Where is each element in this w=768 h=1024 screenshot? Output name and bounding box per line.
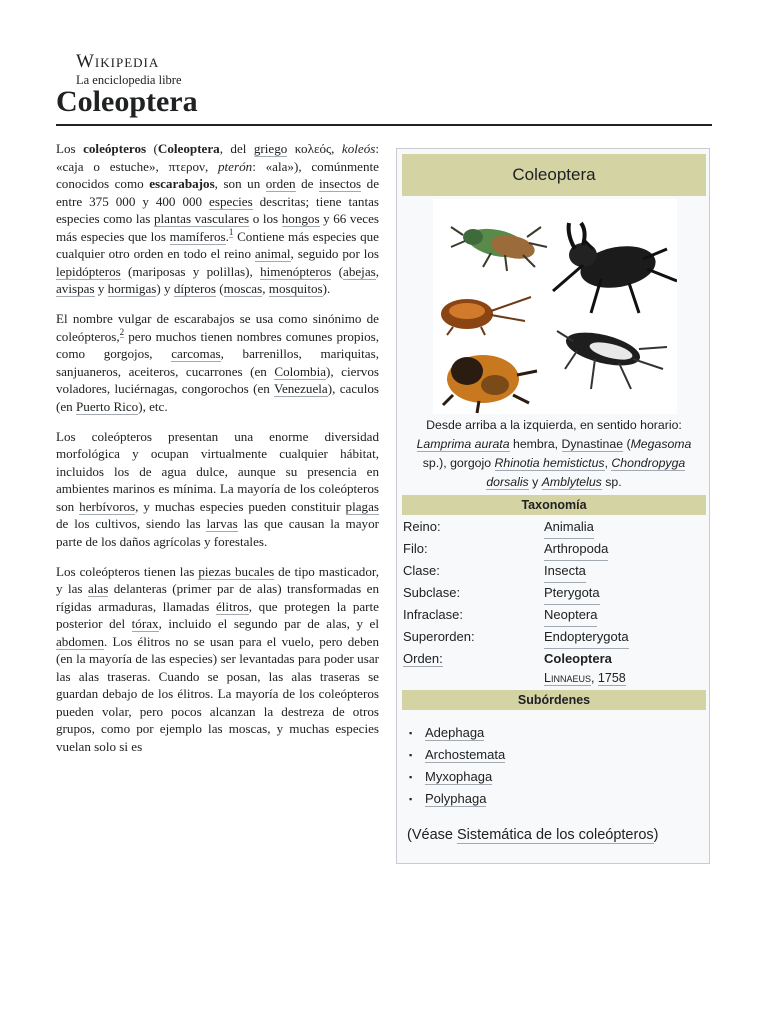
text-run: o los xyxy=(249,211,282,226)
text-run: de tipo masticador, y las xyxy=(56,563,379,596)
paragraph-common-names xyxy=(56,310,379,415)
text-run: sp.), gorgojo xyxy=(422,456,495,470)
text-run: : «ala»), comúnmente conocidos como xyxy=(56,158,379,191)
article-link[interactable]: mosquitos xyxy=(268,281,323,296)
text-run: ( xyxy=(623,437,631,451)
taxonomy-row xyxy=(403,560,703,582)
article-link[interactable]: avispas xyxy=(56,281,95,296)
article-link[interactable]: carcomas xyxy=(171,346,221,361)
taxonomy-name[interactable]: Insecta xyxy=(544,560,586,583)
text-run: descritas; tiene tantas especies como las xyxy=(56,193,379,226)
italic-term: Megasoma xyxy=(630,437,692,451)
article-link[interactable]: herbívoros xyxy=(79,498,136,514)
text-run: las que causan la mayor parte de los daños agrícolas y forestales. xyxy=(56,516,379,549)
article-link[interactable]: moscas xyxy=(223,281,263,296)
taxonomy-row xyxy=(403,648,703,670)
beetle-photo xyxy=(433,199,677,414)
paragraph-diversity xyxy=(56,428,379,551)
title-divider xyxy=(56,124,712,126)
text-run: y xyxy=(94,281,108,296)
text-run: κολεός, xyxy=(287,141,342,156)
suborder-link[interactable]: Polyphaga xyxy=(425,791,487,806)
article-link[interactable]: Amblytelus xyxy=(541,475,602,489)
article-link[interactable]: abdomen xyxy=(56,633,104,649)
text-run: ( xyxy=(331,263,344,279)
text-run: , del xyxy=(219,141,254,156)
article-link[interactable]: especies xyxy=(209,193,253,209)
text-run: , que protegen la parte posterior del xyxy=(56,598,379,631)
article-link[interactable]: hongos xyxy=(281,211,320,226)
italic-term: pterón xyxy=(218,158,253,174)
article-link[interactable]: griego xyxy=(253,141,288,156)
article-link[interactable]: hormigas xyxy=(107,281,157,296)
text-run: El nombre vulgar de escarabajos se usa como sinónimo de coleópteros, xyxy=(56,311,379,344)
beetle-weevil-icon xyxy=(441,297,531,335)
suborder-link[interactable]: Archostemata xyxy=(425,747,506,762)
bold-term: coleópteros xyxy=(83,141,147,156)
text-run: (mariposas y polillas), xyxy=(120,263,261,279)
see-also-link[interactable]: Sistemática de los coleópteros xyxy=(456,827,654,843)
text-run: ) y xyxy=(156,281,174,296)
article-link[interactable]: tórax xyxy=(131,616,159,631)
text-run: pero muchos tienen nombres comunes propios, como gorgojos, xyxy=(56,328,379,361)
taxonomy-name[interactable]: Endopterygota xyxy=(544,626,629,649)
article-link[interactable]: Dynastinae xyxy=(561,437,624,451)
taxonomy-rank: Reino: xyxy=(403,519,441,534)
reference-link[interactable]: 2 xyxy=(119,327,125,338)
taxonomy-name: Coleoptera xyxy=(544,651,612,666)
taxonomy-row xyxy=(403,582,703,604)
text-run: ), etc. xyxy=(138,398,168,414)
text-run: . Los élitros no se usan para el vuelo, pero deben (en la mayoría de las especies) ser levantadas para poder usar las alas traseras. Cuando se posan, las alas traseras se guardan debajo de los élitros. La mayoría de los coleópteros pueden volar, pero pocos alcanzan la destreza de otros grupos, como por ejemplo las moscas, y muchas especies vuelan solo si es xyxy=(56,633,379,754)
text-run: : «caja o estuche», πτερον, xyxy=(56,141,379,174)
see-also xyxy=(407,825,658,845)
article-link[interactable]: plagas xyxy=(345,498,379,514)
bold-term: Coleoptera xyxy=(157,141,220,156)
article-link[interactable]: Venezuela xyxy=(273,381,328,396)
logo-wordmark: Wikipedia xyxy=(76,51,160,72)
suborder-item[interactable] xyxy=(407,788,505,810)
taxonomy-row xyxy=(403,538,703,560)
authority-year[interactable]: 1758 xyxy=(597,671,626,685)
text-run: ), ciervos voladores, luciérnagas, congorochos (en xyxy=(56,363,379,396)
article-link[interactable]: Rhinotia hemistictus xyxy=(494,456,605,470)
text-run: , xyxy=(375,263,380,279)
article-link[interactable]: lepidópteros xyxy=(56,263,121,279)
text-run: ), caculos (en xyxy=(56,381,379,414)
taxonomy-header: Taxonomía xyxy=(402,495,706,515)
paragraph-anatomy xyxy=(56,563,379,756)
article-link[interactable]: orden xyxy=(265,176,296,191)
bold-term: escarabajos xyxy=(149,176,215,191)
text-run: , incluido el segundo par de alas, y el xyxy=(158,616,379,631)
text-run: de los cultivos, siendo las xyxy=(56,516,207,531)
beetle-chafer-icon xyxy=(443,355,537,413)
taxonomy-name[interactable]: Animalia xyxy=(544,516,594,539)
article-link[interactable]: abejas xyxy=(343,263,376,279)
suborder-item[interactable] xyxy=(407,722,505,744)
article-link[interactable]: Lamprima aurata xyxy=(416,437,510,451)
beetle-longleg-icon xyxy=(557,326,667,389)
suborders-header: Subórdenes xyxy=(402,690,706,710)
authority-author[interactable]: Linnaeus xyxy=(544,671,591,685)
logo-tagline: La enciclopedia libre xyxy=(76,73,182,87)
text-run: Desde arriba a la izquierda, en sentido horario: xyxy=(426,418,682,432)
infobox xyxy=(396,148,710,864)
article-link[interactable]: animal xyxy=(254,246,291,261)
text-run: , y muchas especies pueden constituir xyxy=(135,498,346,514)
article-body xyxy=(56,140,379,768)
article-link[interactable]: Colombia xyxy=(274,363,327,379)
article-link[interactable]: himenópteros xyxy=(260,263,332,279)
taxonomy-row xyxy=(403,516,703,538)
beetle-rhino-icon xyxy=(553,223,677,313)
text-run: y 66 veces más especies que los xyxy=(56,211,379,244)
text-run: Contiene más especies que cualquier otro orden en todo el reino xyxy=(56,228,379,261)
text-run: hembra, xyxy=(509,437,562,451)
reference-link[interactable]: 1 xyxy=(228,227,234,238)
text-run: de entre 375 000 y 400 000 xyxy=(56,176,380,209)
text-run: ( xyxy=(146,141,158,156)
taxonomy-rank: Subclase: xyxy=(403,585,461,600)
taxonomy-row xyxy=(403,604,703,626)
article-link[interactable]: plantas vasculares xyxy=(153,211,250,226)
infobox-title: Coleoptera xyxy=(402,154,706,196)
infobox-image[interactable] xyxy=(433,199,677,414)
text-run: , xyxy=(604,456,612,470)
text-run: Los coleópteros presentan una enorme diversidad morfológica y ocupan virtualmente cualquier hábitat, incluidos los de agua dulce, aunque su presencia en ambientes marinos es mínima. La mayoría de los coleópteros son xyxy=(56,428,379,514)
text-run: , barrenillos, mariquitas, sanjuaneros, aceiteros, cucarrones (en xyxy=(56,346,379,379)
suborder-link[interactable]: Adephaga xyxy=(425,725,485,740)
text-run: sp. xyxy=(601,475,622,489)
infobox-caption xyxy=(405,416,703,492)
text-run: ). xyxy=(322,281,331,296)
taxonomy-rank: Filo: xyxy=(403,541,428,556)
page-title: Coleoptera xyxy=(56,85,198,118)
taxonomy-name[interactable]: Neoptera xyxy=(544,604,597,627)
wikipedia-logo[interactable] xyxy=(76,52,216,87)
taxon-authority: Linnaeus, 1758 xyxy=(544,671,626,685)
see-also-suffix: ) xyxy=(653,827,659,843)
suborders-list xyxy=(407,722,505,810)
suborder-link[interactable]: Myxophaga xyxy=(425,769,493,784)
paragraph-intro xyxy=(56,140,379,298)
taxonomy-rank: Infraclase: xyxy=(403,607,463,622)
article-link[interactable]: larvas xyxy=(206,516,238,531)
article-link[interactable]: élitros xyxy=(215,598,249,614)
article-link[interactable]: Puerto Rico xyxy=(76,398,139,414)
suborder-item[interactable] xyxy=(407,744,505,766)
text-run: y xyxy=(528,475,542,489)
beetle-green-icon xyxy=(451,224,547,271)
text-run: ( xyxy=(216,281,224,296)
taxonomy-name[interactable]: Arthropoda xyxy=(544,538,608,561)
article-link[interactable]: alas xyxy=(87,581,109,596)
taxonomy-name[interactable]: Pterygota xyxy=(544,582,600,605)
article-link[interactable]: dípteros xyxy=(173,281,217,296)
see-also-prefix: (Véase xyxy=(407,827,457,843)
text-run: , son un xyxy=(214,176,266,191)
article-link[interactable]: Chondropyga dorsalis xyxy=(486,456,686,489)
article-link[interactable]: mamíferos xyxy=(169,228,226,244)
taxonomy-row xyxy=(403,626,703,648)
suborder-item[interactable] xyxy=(407,766,505,788)
text-run: Los coleópteros tienen las xyxy=(56,563,199,579)
text-run: delanteras (primer par de alas) transformadas en rígidas armaduras, llamadas xyxy=(56,581,380,614)
taxonomy-rank[interactable]: Orden: xyxy=(403,651,443,666)
taxonomy-rank: Clase: xyxy=(403,563,440,578)
text-run: , xyxy=(262,281,269,296)
article-link[interactable]: insectos xyxy=(318,176,362,191)
italic-term: koleós xyxy=(341,141,376,156)
text-run: Los xyxy=(56,141,84,156)
text-run: de xyxy=(295,176,319,191)
taxonomy-rank: Superorden: xyxy=(403,629,475,644)
article-link[interactable]: piezas bucales xyxy=(198,563,275,579)
text-run: , seguido por los xyxy=(290,246,379,261)
text-run: . xyxy=(225,228,229,244)
